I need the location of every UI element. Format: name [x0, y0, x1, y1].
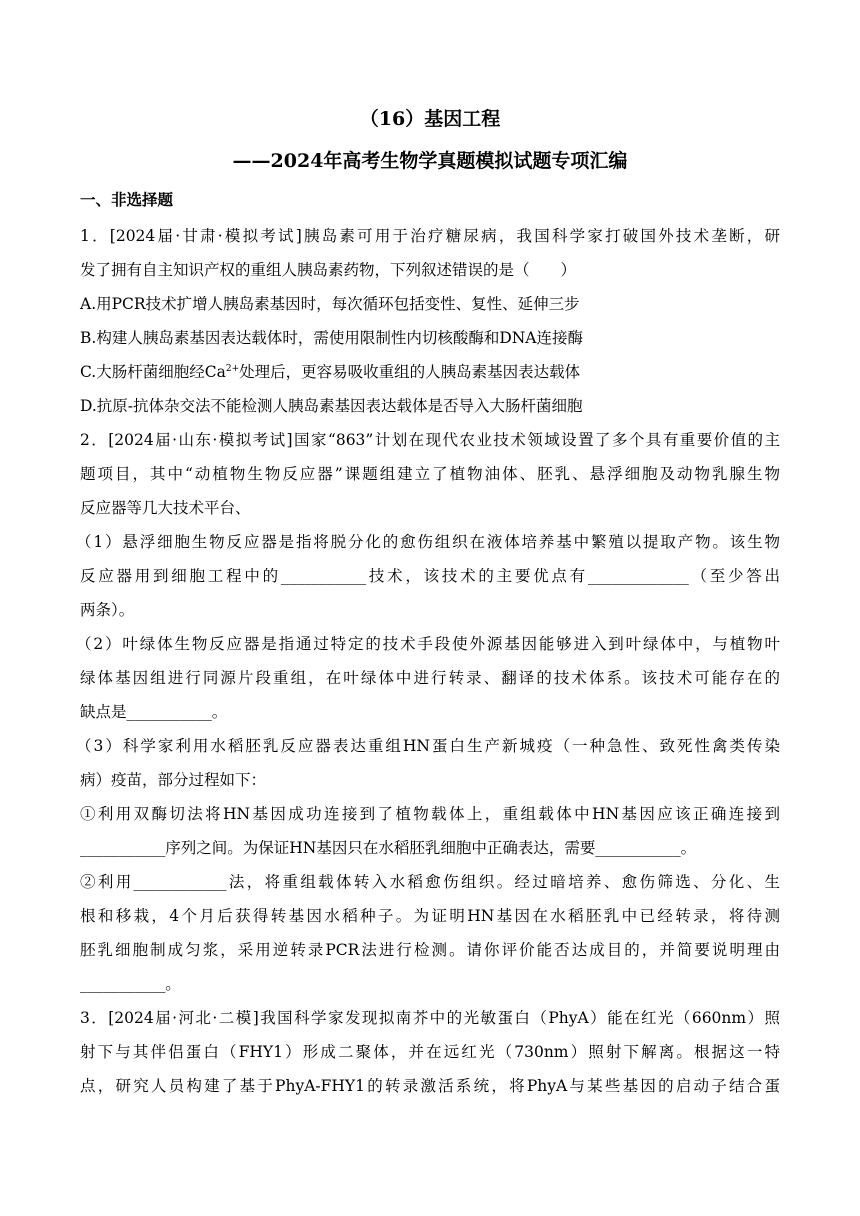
option-d: D.抗原-抗体杂交法不能检测人胰岛素基因表达载体是否导入大肠杆菌细胞 [80, 397, 583, 415]
part-3-line: 病）疫苗，部分过程如下： [80, 771, 267, 789]
step-1-line: ①利用双酶切法将HN基因成功连接到了植物载体上，重组载体中HN基因应该正确连接到 [80, 805, 780, 823]
part-2-line: 缺点是___________。 [80, 703, 228, 721]
section-heading: 一、非选择题 [80, 190, 174, 209]
part-2-line: （2）叶绿体生物反应器是指通过特定的技术手段使外源基因能够进入到叶绿体中，与植物叶 [76, 635, 780, 653]
option-b: B.构建人胰岛素基因表达载体时，需使用限制性内切核酸酶和DNA连接酶 [80, 329, 584, 347]
step-2-line: 胚乳细胞制成匀浆，采用逆转录PCR法进行检测。请你评价能否达成目的，并简要说明理由 [80, 941, 780, 959]
step-2-line: ___________。 [80, 975, 181, 993]
option-c-text-pre: C.大肠杆菌细胞经Ca [80, 363, 226, 381]
question-1-stem-line: 1．[2024届·甘肃·模拟考试]胰岛素可用于治疗糖尿病，我国科学家打破国外技术垄断，研 [80, 227, 780, 245]
part-2-line: 绿体基因组进行同源片段重组，在叶绿体中进行转录、翻译的技术体系。该技术可能存在的 [80, 669, 780, 687]
part-1-line: 反应器用到细胞工程中的___________技术，该技术的主要优点有_____________（至少答出 [80, 567, 780, 585]
question-2-stem-line: 题项目，其中“动植物生物反应器”课题组建立了植物油体、胚乳、悬浮细胞及动物乳腺生物 [80, 465, 780, 483]
question-3-stem-line: 点，研究人员构建了基于PhyA-FHY1的转录激活系统，将PhyA与某些基因的启动子结合蛋 [80, 1077, 780, 1095]
part-3-line: （3）科学家利用水稻胚乳反应器表达重组HN蛋白生产新城疫（一种急性、致死性禽类传染 [76, 737, 780, 755]
option-c-text-post: 处理后，更容易吸收重组的人胰岛素基因表达载体 [239, 363, 581, 381]
calcium-charge-superscript: 2+ [225, 364, 240, 374]
question-3-stem-line: 射下与其伴侣蛋白（FHY1）形成二聚体，并在远红光（730nm）照射下解离。根据这一特 [80, 1043, 780, 1061]
question-2-stem-line: 反应器等几大技术平台、 [80, 499, 251, 517]
part-1-line: （1）悬浮细胞生物反应器是指将脱分化的愈伤组织在液体培养基中繁殖以提取产物。该生物 [76, 533, 780, 551]
step-2-line: ②利用____________法，将重组载体转入水稻愈伤组织。经过暗培养、愈伤筛选、分化、生 [80, 873, 780, 891]
document-subtitle: ——2024年高考生物学真题模拟试题专项汇编 [232, 150, 628, 172]
part-1-line: 两条）。 [80, 601, 135, 619]
document-title: （16）基因工程 [359, 108, 501, 130]
question-2-stem-line: 2．[2024届·山东·模拟考试]国家“863”计划在现代农业技术领域设置了多个具有重要价值的主 [80, 431, 780, 449]
step-2-line: 根和移栽，4个月后获得转基因水稻种子。为证明HN基因在水稻胚乳中已经转录，将待测 [80, 907, 780, 925]
option-c [80, 360, 580, 384]
step-1-line: ___________序列之间。为保证HN基因只在水稻胚乳细胞中正确表达，需要___________。 [80, 839, 697, 857]
question-3-stem-line: 3．[2024届·河北·二模]我国科学家发现拟南芥中的光敏蛋白（PhyA）能在红光（660nm）照 [80, 1009, 780, 1027]
option-a: A.用PCR技术扩增人胰岛素基因时，每次循环包括变性、复性、延伸三步 [80, 295, 580, 313]
question-1-stem-line: 发了拥有自主知识产权的重组人胰岛素药物，下列叙述错误的是（ ） [80, 261, 577, 279]
